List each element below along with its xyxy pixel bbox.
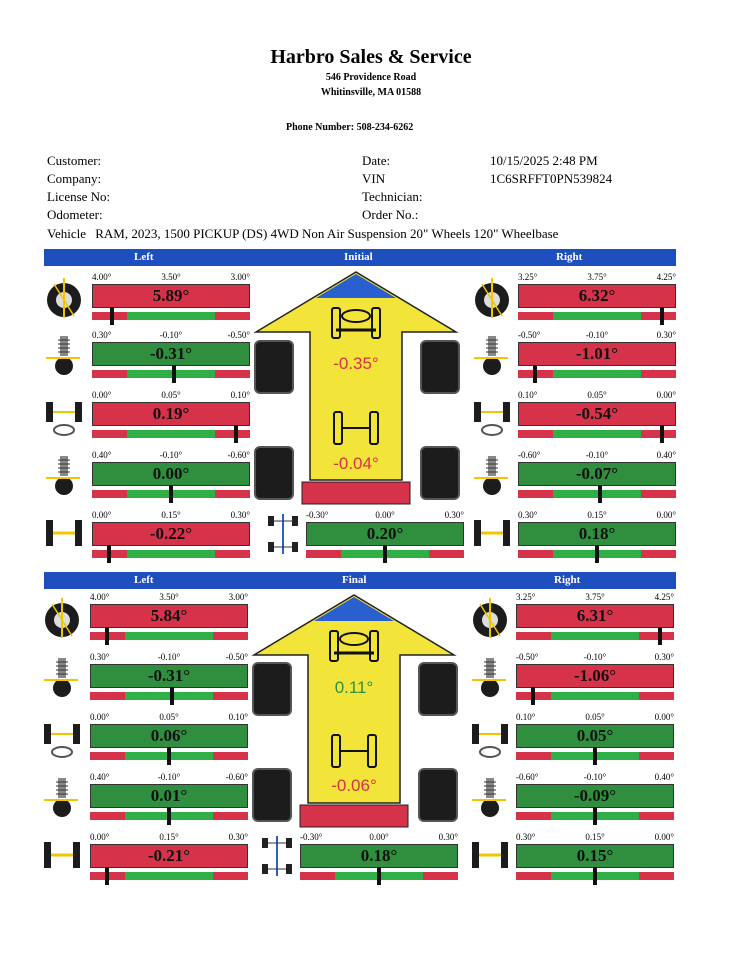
measurement-value: 0.19° — [92, 402, 250, 426]
scale-tick-label: -0.10° — [585, 330, 609, 340]
final-center-title: Final — [342, 574, 367, 586]
tolerance-gauge — [306, 550, 464, 558]
scale-ticks — [90, 652, 248, 664]
scale-tick-label: 0.05° — [161, 390, 181, 400]
scale-tick-label: 3.25° — [518, 272, 538, 282]
scale-tick-label: 0.10° — [228, 712, 248, 722]
gauge-marker — [531, 687, 535, 705]
address-line-2: Whitinsville, MA 01588 — [320, 87, 422, 98]
camber-shock-icon — [42, 776, 82, 820]
caster-shock-icon — [470, 656, 510, 700]
measurement-value: 0.18° — [518, 522, 676, 546]
scale-tick-label: -0.10° — [585, 450, 609, 460]
vehicle-row — [47, 226, 558, 242]
initial-right-panel-3 — [518, 450, 676, 502]
measurement-value: 0.06° — [90, 724, 248, 748]
final-right-panel-4 — [516, 832, 674, 884]
address-line-1: 546 Providence Road — [325, 72, 417, 83]
scale-ticks — [92, 510, 250, 522]
initial-front-total-toe: -0.35° — [333, 354, 379, 373]
tire-icon — [472, 276, 512, 320]
tolerance-gauge — [90, 632, 248, 640]
gauge-marker — [110, 307, 114, 325]
scale-tick-label: 0.15° — [161, 510, 181, 520]
scale-tick-label: 0.00° — [369, 832, 389, 842]
scale-tick-label: -0.50° — [516, 652, 539, 662]
scale-ticks — [90, 712, 248, 724]
measurement-value: 5.89° — [92, 284, 250, 308]
measurement-value: 0.05° — [516, 724, 674, 748]
scale-tick-label: 0.00° — [90, 832, 110, 842]
tolerance-gauge — [516, 632, 674, 640]
scale-tick-label: 0.00° — [90, 712, 110, 722]
tolerance-green-zone — [125, 632, 213, 640]
tolerance-gauge — [518, 430, 676, 438]
scale-ticks — [518, 330, 676, 342]
customer-label: Customer: — [47, 153, 102, 168]
scale-tick-label: -0.30° — [306, 510, 329, 520]
measurement-value: -1.06° — [516, 664, 674, 688]
tolerance-gauge — [90, 752, 248, 760]
final-front-right-tire — [418, 662, 458, 716]
final-left-panel-3 — [90, 772, 248, 824]
measurement-value: 0.00° — [92, 462, 250, 486]
measurement-value: -1.01° — [518, 342, 676, 366]
scale-tick-label: 0.00° — [375, 510, 395, 520]
steering-toe-icon — [470, 716, 510, 760]
measurement-value: 6.32° — [518, 284, 676, 308]
scale-ticks — [92, 450, 250, 462]
scale-tick-label: 0.00° — [654, 832, 674, 842]
tolerance-green-zone — [127, 370, 215, 378]
scale-tick-label: 0.05° — [159, 712, 179, 722]
gauge-marker — [598, 485, 602, 503]
scale-tick-label: 0.30° — [656, 330, 676, 340]
measurement-value: -0.09° — [516, 784, 674, 808]
measurement-value: 0.01° — [90, 784, 248, 808]
gauge-marker — [593, 807, 597, 825]
scale-tick-label: 0.00° — [656, 510, 676, 520]
scale-tick-label: 3.50° — [161, 272, 181, 282]
scale-tick-label: -0.30° — [300, 832, 323, 842]
measurement-value: -0.22° — [92, 522, 250, 546]
initial-center-title: Initial — [344, 251, 373, 263]
tolerance-gauge — [516, 812, 674, 820]
scale-tick-label: 3.25° — [516, 592, 536, 602]
scale-tick-label: 0.40° — [92, 450, 112, 460]
scale-tick-label: 0.30° — [654, 652, 674, 662]
tolerance-gauge — [92, 490, 250, 498]
scale-tick-label: 0.30° — [444, 510, 464, 520]
scale-tick-label: 0.30° — [90, 652, 110, 662]
scale-tick-label: 0.15° — [585, 832, 605, 842]
camber-shock-icon — [44, 454, 84, 498]
vin-label: VIN — [362, 171, 386, 186]
scale-tick-label: 0.05° — [585, 712, 605, 722]
initial-rear-right-tire — [420, 446, 460, 500]
scale-tick-label: 4.25° — [656, 272, 676, 282]
vin-value: 1C6SRFFT0PN539824 — [490, 171, 613, 186]
scale-tick-label: 4.25° — [654, 592, 674, 602]
gauge-marker — [234, 425, 238, 443]
tolerance-gauge — [516, 872, 674, 880]
scale-ticks — [306, 510, 464, 522]
caster-shock-icon — [44, 334, 84, 378]
date-label: Date: — [362, 153, 391, 168]
vehicle-value: RAM, 2023, 1500 PICKUP (DS) 4WD Non Air Suspension 20" Wheels 120" Wheelbase — [95, 226, 559, 241]
gauge-marker — [167, 807, 171, 825]
scale-ticks — [518, 272, 676, 284]
phone-row — [286, 122, 413, 133]
phone-label: Phone Number: — [286, 122, 355, 133]
tolerance-gauge — [518, 370, 676, 378]
tire-icon — [44, 276, 84, 320]
final-left-panel-1 — [90, 652, 248, 704]
tolerance-gauge — [92, 430, 250, 438]
steering-toe-icon — [44, 394, 84, 438]
final-right-title: Right — [554, 574, 581, 586]
scale-tick-label: 3.50° — [159, 592, 179, 602]
scale-ticks — [92, 330, 250, 342]
license-label: License No: — [47, 189, 111, 204]
initial-left-panel-4 — [92, 510, 250, 562]
tolerance-gauge — [92, 312, 250, 320]
scale-tick-label: -0.60° — [516, 772, 539, 782]
gauge-marker — [105, 627, 109, 645]
tolerance-gauge — [518, 490, 676, 498]
gauge-marker — [167, 747, 171, 765]
tolerance-gauge — [516, 752, 674, 760]
gauge-marker — [105, 867, 109, 885]
thrust-angle-icon — [266, 512, 306, 556]
caster-shock-icon — [472, 334, 512, 378]
measurement-value: 0.20° — [306, 522, 464, 546]
scale-tick-label: 0.00° — [92, 510, 112, 520]
tolerance-gauge — [92, 550, 250, 558]
final-section-bar — [44, 572, 676, 589]
scale-ticks — [90, 592, 248, 604]
initial-left-panel-2 — [92, 390, 250, 442]
final-left-panel-4 — [90, 832, 248, 884]
measurement-value: 5.84° — [90, 604, 248, 628]
scale-tick-label: -0.50° — [227, 330, 250, 340]
date-value: 10/15/2025 2:48 PM — [490, 153, 598, 168]
measurement-value: -0.07° — [518, 462, 676, 486]
tolerance-gauge — [300, 872, 458, 880]
phone-number: 508-234-6262 — [356, 122, 414, 133]
scale-ticks — [90, 832, 248, 844]
scale-tick-label: 0.10° — [518, 390, 538, 400]
scale-ticks — [516, 652, 674, 664]
initial-front-right-tire — [420, 340, 460, 394]
scale-tick-label: -0.50° — [518, 330, 541, 340]
camber-shock-icon — [472, 454, 512, 498]
initial-right-panel-0 — [518, 272, 676, 324]
final-left-panel-2 — [90, 712, 248, 764]
measurement-value: -0.31° — [92, 342, 250, 366]
scale-ticks — [516, 832, 674, 844]
scale-tick-label: 0.00° — [92, 390, 112, 400]
scale-ticks — [516, 592, 674, 604]
scale-tick-label: 0.15° — [587, 510, 607, 520]
scale-tick-label: 0.00° — [656, 390, 676, 400]
initial-right-title: Right — [556, 251, 583, 263]
tire-icon — [42, 596, 82, 640]
tolerance-gauge — [92, 370, 250, 378]
initial-center-panel-0 — [306, 510, 464, 562]
scale-ticks — [516, 712, 674, 724]
final-rear-right-tire — [418, 768, 458, 822]
gauge-marker — [172, 365, 176, 383]
gauge-marker — [595, 545, 599, 563]
thrust-toe-icon — [470, 836, 510, 880]
final-rear-left-tire — [252, 768, 292, 822]
tolerance-green-zone — [553, 370, 641, 378]
scale-tick-label: -0.10° — [157, 772, 181, 782]
gauge-marker — [533, 365, 537, 383]
scale-tick-label: 0.10° — [230, 390, 250, 400]
tire-icon — [470, 596, 510, 640]
initial-front-left-tire — [254, 340, 294, 394]
gauge-marker — [658, 627, 662, 645]
tolerance-green-zone — [127, 312, 215, 320]
tolerance-green-zone — [125, 872, 213, 880]
scale-ticks — [300, 832, 458, 844]
scale-tick-label: 0.30° — [438, 832, 458, 842]
initial-left-panel-0 — [92, 272, 250, 324]
scale-ticks — [518, 510, 676, 522]
thrust-angle-icon — [260, 834, 300, 878]
gauge-marker — [107, 545, 111, 563]
initial-rear-left-tire — [254, 446, 294, 500]
tolerance-gauge — [518, 550, 676, 558]
initial-section-bar — [44, 249, 676, 266]
thrust-toe-icon — [44, 514, 84, 558]
scale-tick-label: 0.10° — [516, 712, 536, 722]
final-front-left-tire — [252, 662, 292, 716]
scale-tick-label: 0.05° — [587, 390, 607, 400]
gauge-marker — [377, 867, 381, 885]
tolerance-green-zone — [125, 692, 213, 700]
tolerance-green-zone — [551, 632, 639, 640]
scale-tick-label: -0.60° — [225, 772, 248, 782]
initial-rear-total-toe: -0.04° — [333, 454, 379, 473]
tolerance-green-zone — [127, 430, 215, 438]
initial-right-panel-1 — [518, 330, 676, 382]
vehicle-label: Vehicle — [47, 226, 86, 241]
tolerance-green-zone — [553, 430, 641, 438]
company-name: Harbro Sales & Service — [270, 46, 472, 68]
scale-ticks — [518, 450, 676, 462]
gauge-marker — [169, 485, 173, 503]
gauge-marker — [593, 747, 597, 765]
odometer-label: Odometer: — [47, 207, 103, 222]
final-center-panel-0 — [300, 832, 458, 884]
scale-tick-label: 0.40° — [90, 772, 110, 782]
company-label: Company: — [47, 171, 102, 186]
scale-tick-label: 3.75° — [585, 592, 605, 602]
tolerance-gauge — [90, 692, 248, 700]
scale-tick-label: 4.00° — [92, 272, 112, 282]
scale-tick-label: -0.10° — [159, 450, 183, 460]
measurement-value: -0.31° — [90, 664, 248, 688]
gauge-marker — [383, 545, 387, 563]
initial-left-panel-3 — [92, 450, 250, 502]
gauge-marker — [660, 425, 664, 443]
scale-tick-label: -0.10° — [159, 330, 183, 340]
final-left-title: Left — [134, 574, 154, 586]
scale-tick-label: 0.40° — [654, 772, 674, 782]
final-right-panel-0 — [516, 592, 674, 644]
scale-tick-label: -0.60° — [518, 450, 541, 460]
gauge-marker — [593, 867, 597, 885]
final-left-panel-0 — [90, 592, 248, 644]
scale-tick-label: -0.50° — [225, 652, 248, 662]
tolerance-gauge — [518, 312, 676, 320]
scale-tick-label: 3.00° — [228, 592, 248, 602]
initial-right-panel-4 — [518, 510, 676, 562]
camber-shock-icon — [470, 776, 510, 820]
scale-ticks — [516, 772, 674, 784]
scale-tick-label: -0.60° — [227, 450, 250, 460]
scale-tick-label: -0.10° — [583, 652, 607, 662]
scale-tick-label: -0.10° — [583, 772, 607, 782]
scale-tick-label: -0.10° — [157, 652, 181, 662]
final-right-panel-1 — [516, 652, 674, 704]
initial-left-panel-1 — [92, 330, 250, 382]
tolerance-gauge — [516, 692, 674, 700]
tolerance-green-zone — [127, 550, 215, 558]
order-label: Order No.: — [362, 207, 419, 222]
tolerance-gauge — [90, 872, 248, 880]
scale-tick-label: 0.00° — [654, 712, 674, 722]
measurement-value: -0.54° — [518, 402, 676, 426]
tolerance-green-zone — [553, 312, 641, 320]
scale-tick-label: 4.00° — [90, 592, 110, 602]
final-right-panel-3 — [516, 772, 674, 824]
final-front-total-toe: 0.11° — [334, 678, 374, 697]
measurement-value: -0.21° — [90, 844, 248, 868]
measurement-value: 6.31° — [516, 604, 674, 628]
scale-tick-label: 0.30° — [518, 510, 538, 520]
final-rear-total-toe: -0.06° — [331, 776, 377, 795]
scale-tick-label: 3.00° — [230, 272, 250, 282]
scale-ticks — [90, 772, 248, 784]
caster-shock-icon — [42, 656, 82, 700]
scale-tick-label: 0.15° — [159, 832, 179, 842]
initial-right-panel-2 — [518, 390, 676, 442]
gauge-marker — [170, 687, 174, 705]
final-right-panel-2 — [516, 712, 674, 764]
measurement-value: 0.18° — [300, 844, 458, 868]
tolerance-green-zone — [553, 490, 641, 498]
scale-ticks — [518, 390, 676, 402]
thrust-toe-icon — [42, 836, 82, 880]
scale-ticks — [92, 390, 250, 402]
measurement-value: 0.15° — [516, 844, 674, 868]
scale-tick-label: 0.40° — [656, 450, 676, 460]
tolerance-gauge — [90, 812, 248, 820]
steering-toe-icon — [42, 716, 82, 760]
scale-tick-label: 0.30° — [228, 832, 248, 842]
scale-tick-label: 0.30° — [516, 832, 536, 842]
initial-left-title: Left — [134, 251, 154, 263]
steering-toe-icon — [472, 394, 512, 438]
scale-tick-label: 0.30° — [230, 510, 250, 520]
scale-ticks — [92, 272, 250, 284]
scale-tick-label: 3.75° — [587, 272, 607, 282]
technician-label: Technician: — [362, 189, 423, 204]
gauge-marker — [660, 307, 664, 325]
tolerance-green-zone — [551, 692, 639, 700]
scale-tick-label: 0.30° — [92, 330, 112, 340]
thrust-toe-icon — [472, 514, 512, 558]
